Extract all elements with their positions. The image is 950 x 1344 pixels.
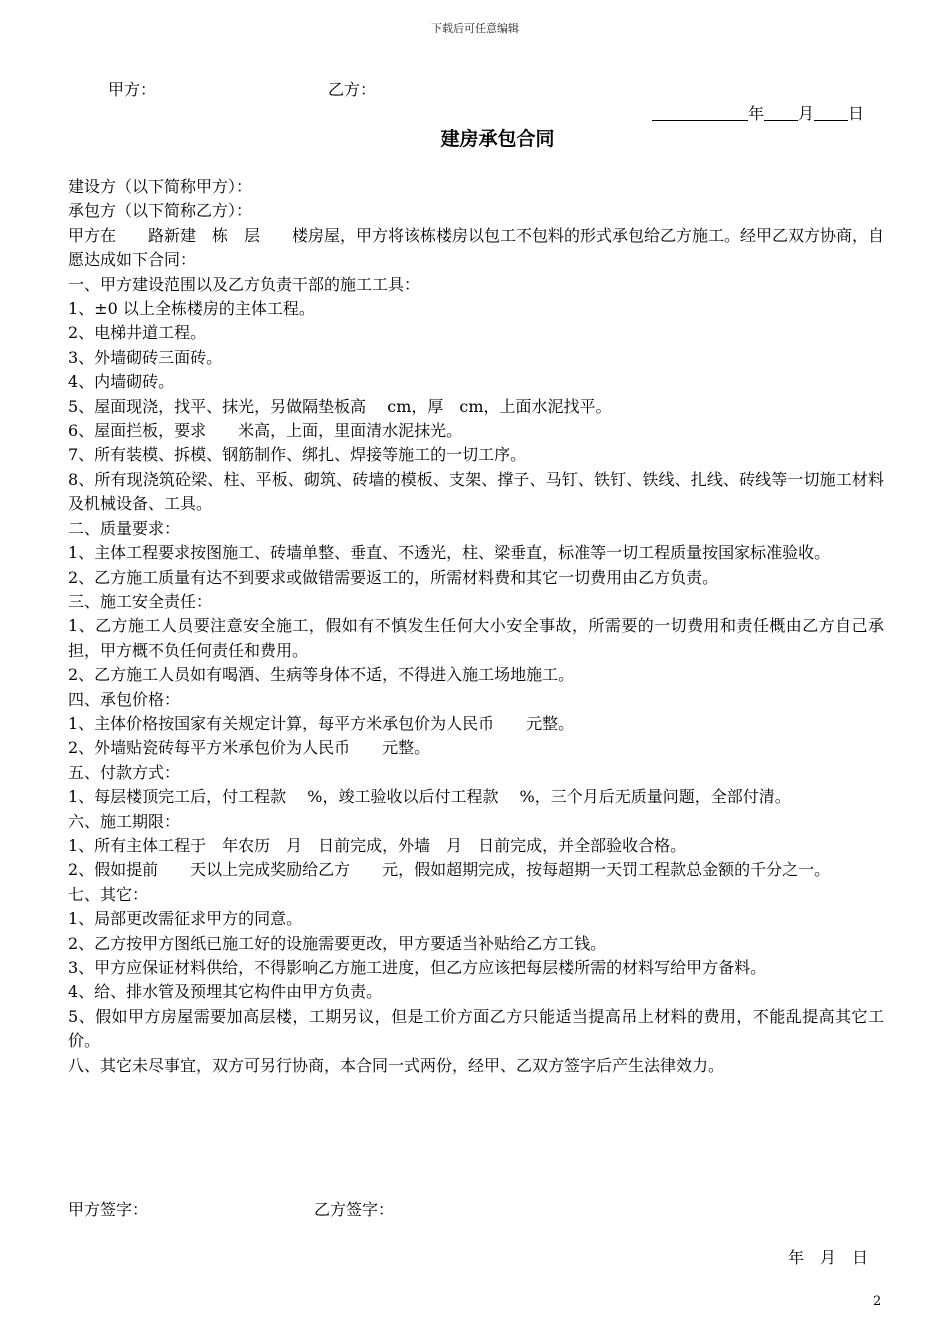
contract-paragraph: 四、承包价格：: [68, 689, 181, 709]
year-blank: [652, 104, 748, 121]
document-title: 建房承包合同: [440, 128, 555, 150]
page-number: 2: [873, 1294, 882, 1309]
contract-paragraph: 七、其它：: [68, 884, 149, 904]
contract-paragraph: 建设方（以下简称甲方）：: [68, 177, 253, 196]
header-note: 下载后可任意编辑: [431, 22, 519, 35]
contract-paragraph: 2、电梯井道工程。: [68, 323, 207, 343]
day-label: 日: [848, 104, 865, 123]
contract-paragraph: 八、其它未尽事宜，双方可另行协商，本合同一式两份，经甲、乙双方签字后产生法律效力。: [68, 1055, 725, 1075]
contract-body: [68, 175, 884, 1078]
signature-line: [68, 1197, 568, 1220]
contract-paragraph: 5、假如甲方房屋需要加高层楼，工期另议，但是工价方面乙方只能适当提高吊上材料的费用，不能乱提高其它工价。: [68, 1006, 884, 1051]
contract-paragraph: 二、质量要求：: [68, 518, 181, 538]
signing-date: 年 月 日: [788, 1248, 869, 1267]
contract-paragraph: 六、施工期限：: [68, 811, 181, 831]
contract-paragraph: 6、屋面拦板，要求 米高，上面，里面清水泥抹光。: [68, 421, 463, 441]
contract-paragraph: 3、外墙砌砖三面砖。: [68, 347, 223, 367]
contract-paragraph: 2、乙方施工人员如有喝酒、生病等身体不适，不得进入施工场地施工。: [68, 665, 575, 685]
party-b-signature-label: 乙方签字：: [314, 1200, 395, 1219]
date-line: [652, 101, 864, 124]
contract-paragraph: 4、内墙砌砖。: [68, 372, 175, 392]
contract-paragraph: 2、乙方施工质量有达不到要求或做错需要返工的，所需材料费和其它一切费用由乙方负责。: [68, 567, 719, 587]
contract-paragraph: 1、乙方施工人员要注意安全施工，假如有不慎发生任何大小安全事故，所需要的一切费用和责任概由乙方自己承担，甲方概不负任何责任和费用。: [68, 616, 884, 660]
contract-paragraph: 3、甲方应保证材料供给，不得影响乙方施工进度，但乙方应该把每层楼所需的材料写给甲方备料。: [68, 958, 767, 977]
contract-paragraph: 1、主体工程要求按图施工、砖墙单整、垂直、不透光，柱、梁垂直，标准等一切工程质量按国家标准验收。: [68, 543, 831, 563]
contract-paragraph: 2、外墙贴瓷砖每平方米承包价为人民币 元整。: [68, 738, 431, 758]
day-blank: [814, 104, 848, 121]
parties-line: [108, 77, 377, 100]
year-label: 年: [748, 104, 765, 123]
contract-paragraph: 1、局部更改需征求甲方的同意。: [68, 909, 303, 929]
party-a-label: 甲方：: [108, 80, 157, 99]
party-b-label: 乙方：: [328, 80, 377, 99]
contract-paragraph: 2、乙方按甲方图纸已施工好的设施需要更改，甲方要适当补贴给乙方工钱。: [68, 933, 607, 953]
contract-paragraph: 五、付款方式：: [68, 762, 181, 782]
contract-paragraph: 三、施工安全责任：: [68, 591, 213, 611]
contract-paragraph: 1、主体价格按国家有关规定计算，每平方米承包价为人民币 元整。: [68, 713, 575, 733]
contract-paragraph: 1、所有主体工程于 年农历 月 日前完成，外墙 月 日前完成，并全部验收合格。: [68, 835, 687, 855]
contract-paragraph: 2、假如提前 天以上完成奖励给乙方 元，假如超期完成，按每超期一天罚工程款总金额的千分之一。: [68, 860, 831, 880]
contract-paragraph: 1、±0 以上全栋楼房的主体工程。: [68, 299, 315, 319]
contract-paragraph: 1、每层楼顶完工后，付工程款 %，竣工验收以后付工程款 %，三个月后无质量问题，全部付清。: [68, 787, 791, 807]
contract-paragraph: 4、给、排水管及预埋其它构件由甲方负责。: [68, 982, 383, 1002]
month-label: 月: [798, 104, 815, 123]
party-a-signature-label: 甲方签字：: [68, 1200, 149, 1219]
contract-paragraph: 承包方（以下简称乙方）：: [68, 201, 253, 221]
contract-paragraph: 5、屋面现浇，找平、抹光，另做隔垫板高 cm，厚 cm，上面水泥找平。: [68, 396, 612, 416]
contract-paragraph: 8、所有现浇筑砼梁、柱、平板、砌筑、砖墙的模板、支架、撑子、马钉、铁钉、铁线、扎线、砖线等一切施工材料及机械设备、工具。: [68, 469, 884, 514]
contract-paragraph: 7、所有装模、拆模、钢筋制作、绑扎、焊接等施工的一切工序。: [68, 445, 527, 465]
contract-paragraph: 甲方在 路新建 栋 层 楼房屋，甲方将该栋楼房以包工不包料的形式承包给乙方施工。经甲乙双方协商，自愿达成如下合同：: [68, 225, 885, 270]
contract-paragraph: 一、甲方建设范围以及乙方负责干部的施工工具：: [68, 274, 421, 294]
month-blank: [764, 104, 798, 121]
